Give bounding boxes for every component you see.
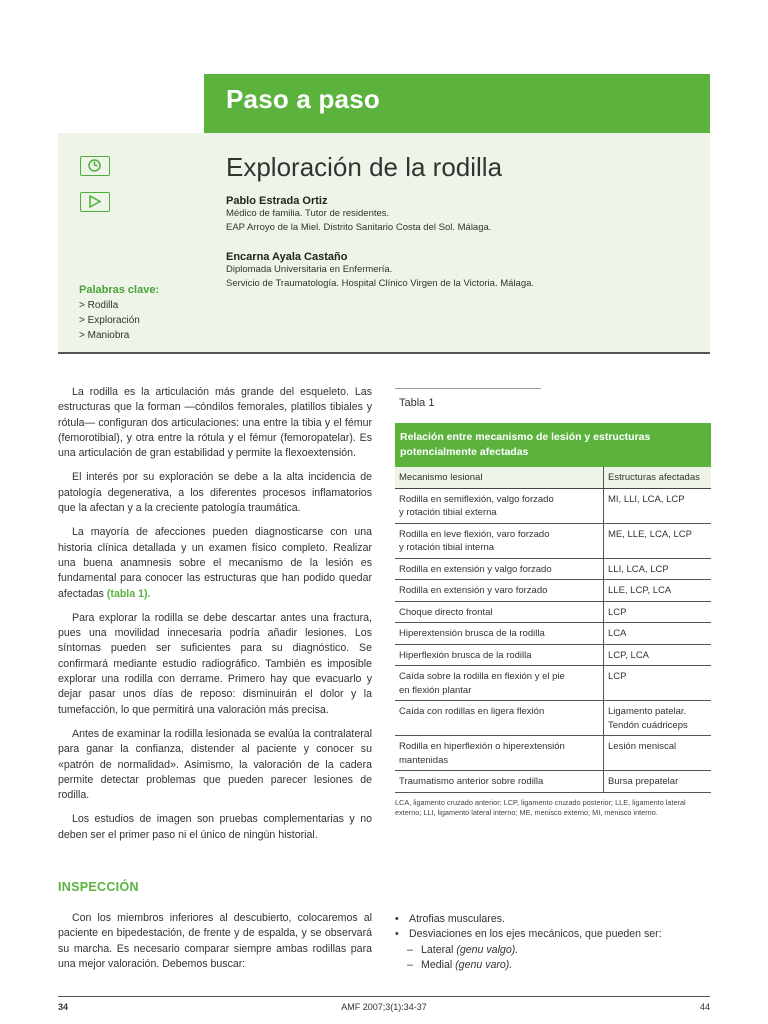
dash-marker: – — [407, 943, 413, 956]
list-item — [395, 927, 711, 942]
structures-cell: LLE, LCP, LCA — [604, 580, 712, 602]
structures-cell: ME, LLE, LCA, LCP — [604, 523, 712, 558]
table-grid — [395, 467, 711, 793]
table-caption: Relación entre mecanismo de lesión y estructuras potencialmente afectadas — [395, 423, 711, 467]
bullet-marker: • — [395, 928, 399, 941]
table-header-cell: Estructuras afectadas — [604, 467, 712, 488]
list-item — [395, 912, 711, 927]
body-paragraph: Con los miembros inferiores al descubierto, colocaremos al paciente en bipedestación, de frente y de espalda, y se observará su marcha. Es necesario comparar siempre ambas rodillas para una mejor valoración. Debemos buscar: — [58, 912, 372, 970]
mechanism-cell: Choque directo frontal — [395, 601, 604, 623]
table-row — [395, 558, 711, 580]
table-row — [395, 580, 711, 602]
page-number-right: 44 — [699, 1002, 710, 1012]
body-column-left-continued — [58, 911, 372, 981]
author-affiliation: EAP Arroyo de la Miel. Distrito Sanitario Costa del Sol. Málaga. — [226, 222, 492, 233]
structures-cell: LCA — [604, 623, 712, 645]
body-paragraph: Los estudios de imagen son pruebas complementarias y no deben ser el primer paso ni el único de ningún historial. — [58, 813, 372, 841]
author-block-1 — [226, 195, 696, 235]
author-name: Pablo Estrada Ortiz — [226, 195, 328, 207]
structures-cell: LCP, LCA — [604, 644, 712, 666]
table-row — [395, 644, 711, 666]
table-header-cell: Mecanismo lesional — [395, 467, 604, 488]
journal-citation: AMF 2007;3(1):34-37 — [341, 1002, 427, 1012]
list-subitem-text: Medial — [421, 958, 456, 971]
table-row — [395, 736, 711, 771]
mechanism-cell: Rodilla en semiflexión, valgo forzado y rotación tibial externa — [395, 488, 604, 523]
list-subitem — [395, 958, 711, 973]
table-reference-link[interactable]: (tabla 1). — [106, 587, 151, 600]
list-subitem-term: (genu valgo). — [456, 943, 519, 956]
table-1 — [395, 388, 711, 819]
list-subitem-text: Lateral — [421, 943, 457, 956]
table-body — [395, 488, 711, 792]
body-paragraph: Para explorar la rodilla se debe descartar antes una fractura, pues una movilidad innecesaria podría añadir lesiones. Los síntomas pueden ser suficientes para su diagnóstico. Se confirmará mediante estudio radiográfico. También es imposible explorar una rodilla con derrame. Primero hay que evacuarlo y dejar pasar unos días de reposo: disminuirán el dolor y la tumefacción, lo que permitirá una valoración más precisa. — [58, 611, 372, 716]
body-paragraph: El interés por su exploración se debe a la alta incidencia de patología degenerativa, a los diferentes procesos inflamatorios que la afectan y a la creciente patología traumática. — [58, 471, 372, 515]
keywords-title: Palabras clave: — [79, 284, 160, 296]
body-paragraph: La rodilla es la articulación más grande del esqueleto. Las estructuras que la forman —cóndilos femorales, platillos tibiales y rótula— configuran dos articulaciones: una entre la tibia y el fémur (femorotibial), y otra entre la rótula y el fémur (femoropatelar). Es una articulación de gran estabilidad y permite la flexoextensión. — [58, 386, 372, 460]
mechanism-cell: Caída sobre la rodilla en flexión y el pie en flexión plantar — [395, 666, 604, 701]
section-label: Paso a paso — [226, 84, 380, 114]
table-row — [395, 523, 711, 558]
table-row — [395, 771, 711, 793]
structures-cell: Ligamento patelar. Tendón cuádriceps — [604, 701, 712, 736]
header-divider — [58, 352, 710, 354]
mechanism-cell: Caída con rodillas en ligera flexión — [395, 701, 604, 736]
author-affiliation: Servicio de Traumatología. Hospital Clínico Virgen de la Victoria. Málaga. — [226, 278, 535, 289]
table-row — [395, 488, 711, 523]
mechanism-cell: Rodilla en leve flexión, varo forzado y rotación tibial interna — [395, 523, 604, 558]
author-name: Encarna Ayala Castaño — [226, 251, 348, 263]
mechanism-cell: Hiperflexión brusca de la rodilla — [395, 644, 604, 666]
table-footnote: LCA, ligamento cruzado anterior; LCP, ligamento cruzado posterior; LLE, ligamento lateral externo; LLI, ligamento lateral interno; ME, menisco externo; MI, menisco interno. — [395, 797, 686, 817]
author-affiliation: Médico de familia. Tutor de residentes. — [226, 208, 390, 219]
table-row — [395, 623, 711, 645]
table-row — [395, 701, 711, 736]
mechanism-cell: Rodilla en extensión y valgo forzado — [395, 558, 604, 580]
structures-cell: MI, LLI, LCA, LCP — [604, 488, 712, 523]
list-item-text: Atrofias musculares. — [409, 913, 505, 925]
author-affiliation: Diplomada Universitaria en Enfermería. — [226, 264, 393, 275]
structures-cell: LCP — [604, 666, 712, 701]
mechanism-cell: Rodilla en extensión y varo forzado — [395, 580, 604, 602]
mechanism-cell: Rodilla en hiperflexión o hiperextensión mantenidas — [395, 736, 604, 771]
structures-cell: Bursa prepatelar — [604, 771, 712, 793]
section-heading: INSPECCIÓN — [58, 880, 139, 894]
table-row — [395, 601, 711, 623]
play-icon — [80, 192, 110, 212]
list-item-text: Desviaciones en los ejes mecánicos, que pueden ser: — [409, 928, 662, 941]
author-block-2 — [226, 251, 696, 291]
keyword-item: > Maniobra — [79, 330, 130, 341]
dash-marker: – — [407, 958, 413, 971]
body-text: La mayoría de afecciones pueden diagnosticarse con una historia clínica detallada y un examen físico completo. Realizar una buena anamnesis sobre el mecanismo de la lesión es fundamental para conocer las estructuras que han podido quedar afectadas — [58, 526, 372, 600]
structures-cell: LLI, LCA, LCP — [604, 558, 712, 580]
keywords-list — [79, 298, 140, 343]
article-title: Exploración de la rodilla — [226, 152, 503, 182]
page-number-left: 34 — [58, 1002, 69, 1012]
body-paragraph — [58, 525, 372, 601]
body-paragraph: Antes de examinar la rodilla lesionada se evalúa la contralateral para ganar la confianza, distender al paciente y conocer su «patrón de normalidad». Asimismo, la valoración de la cadera permite detectar problemas que pueden parecer lesiones de rodilla. — [58, 727, 372, 802]
keyword-item: > Exploración — [79, 315, 140, 326]
keyword-item: > Rodilla — [79, 300, 119, 311]
list-subitem-term: (genu varo). — [455, 958, 513, 971]
inspection-findings-list — [395, 912, 711, 973]
table-row — [395, 666, 711, 701]
table-label: Tabla 1 — [399, 397, 435, 409]
list-subitem — [395, 943, 711, 958]
mechanism-cell: Hiperextensión brusca de la rodilla — [395, 623, 604, 645]
body-column-left — [58, 385, 372, 852]
table-header-row — [395, 467, 711, 488]
mechanism-cell: Traumatismo anterior sobre rodilla — [395, 771, 604, 793]
structures-cell: Lesión meniscal — [604, 736, 712, 771]
footer-divider — [58, 996, 710, 997]
bullet-marker: • — [395, 913, 399, 925]
structures-cell: LCP — [604, 601, 712, 623]
clock-icon — [80, 156, 110, 176]
